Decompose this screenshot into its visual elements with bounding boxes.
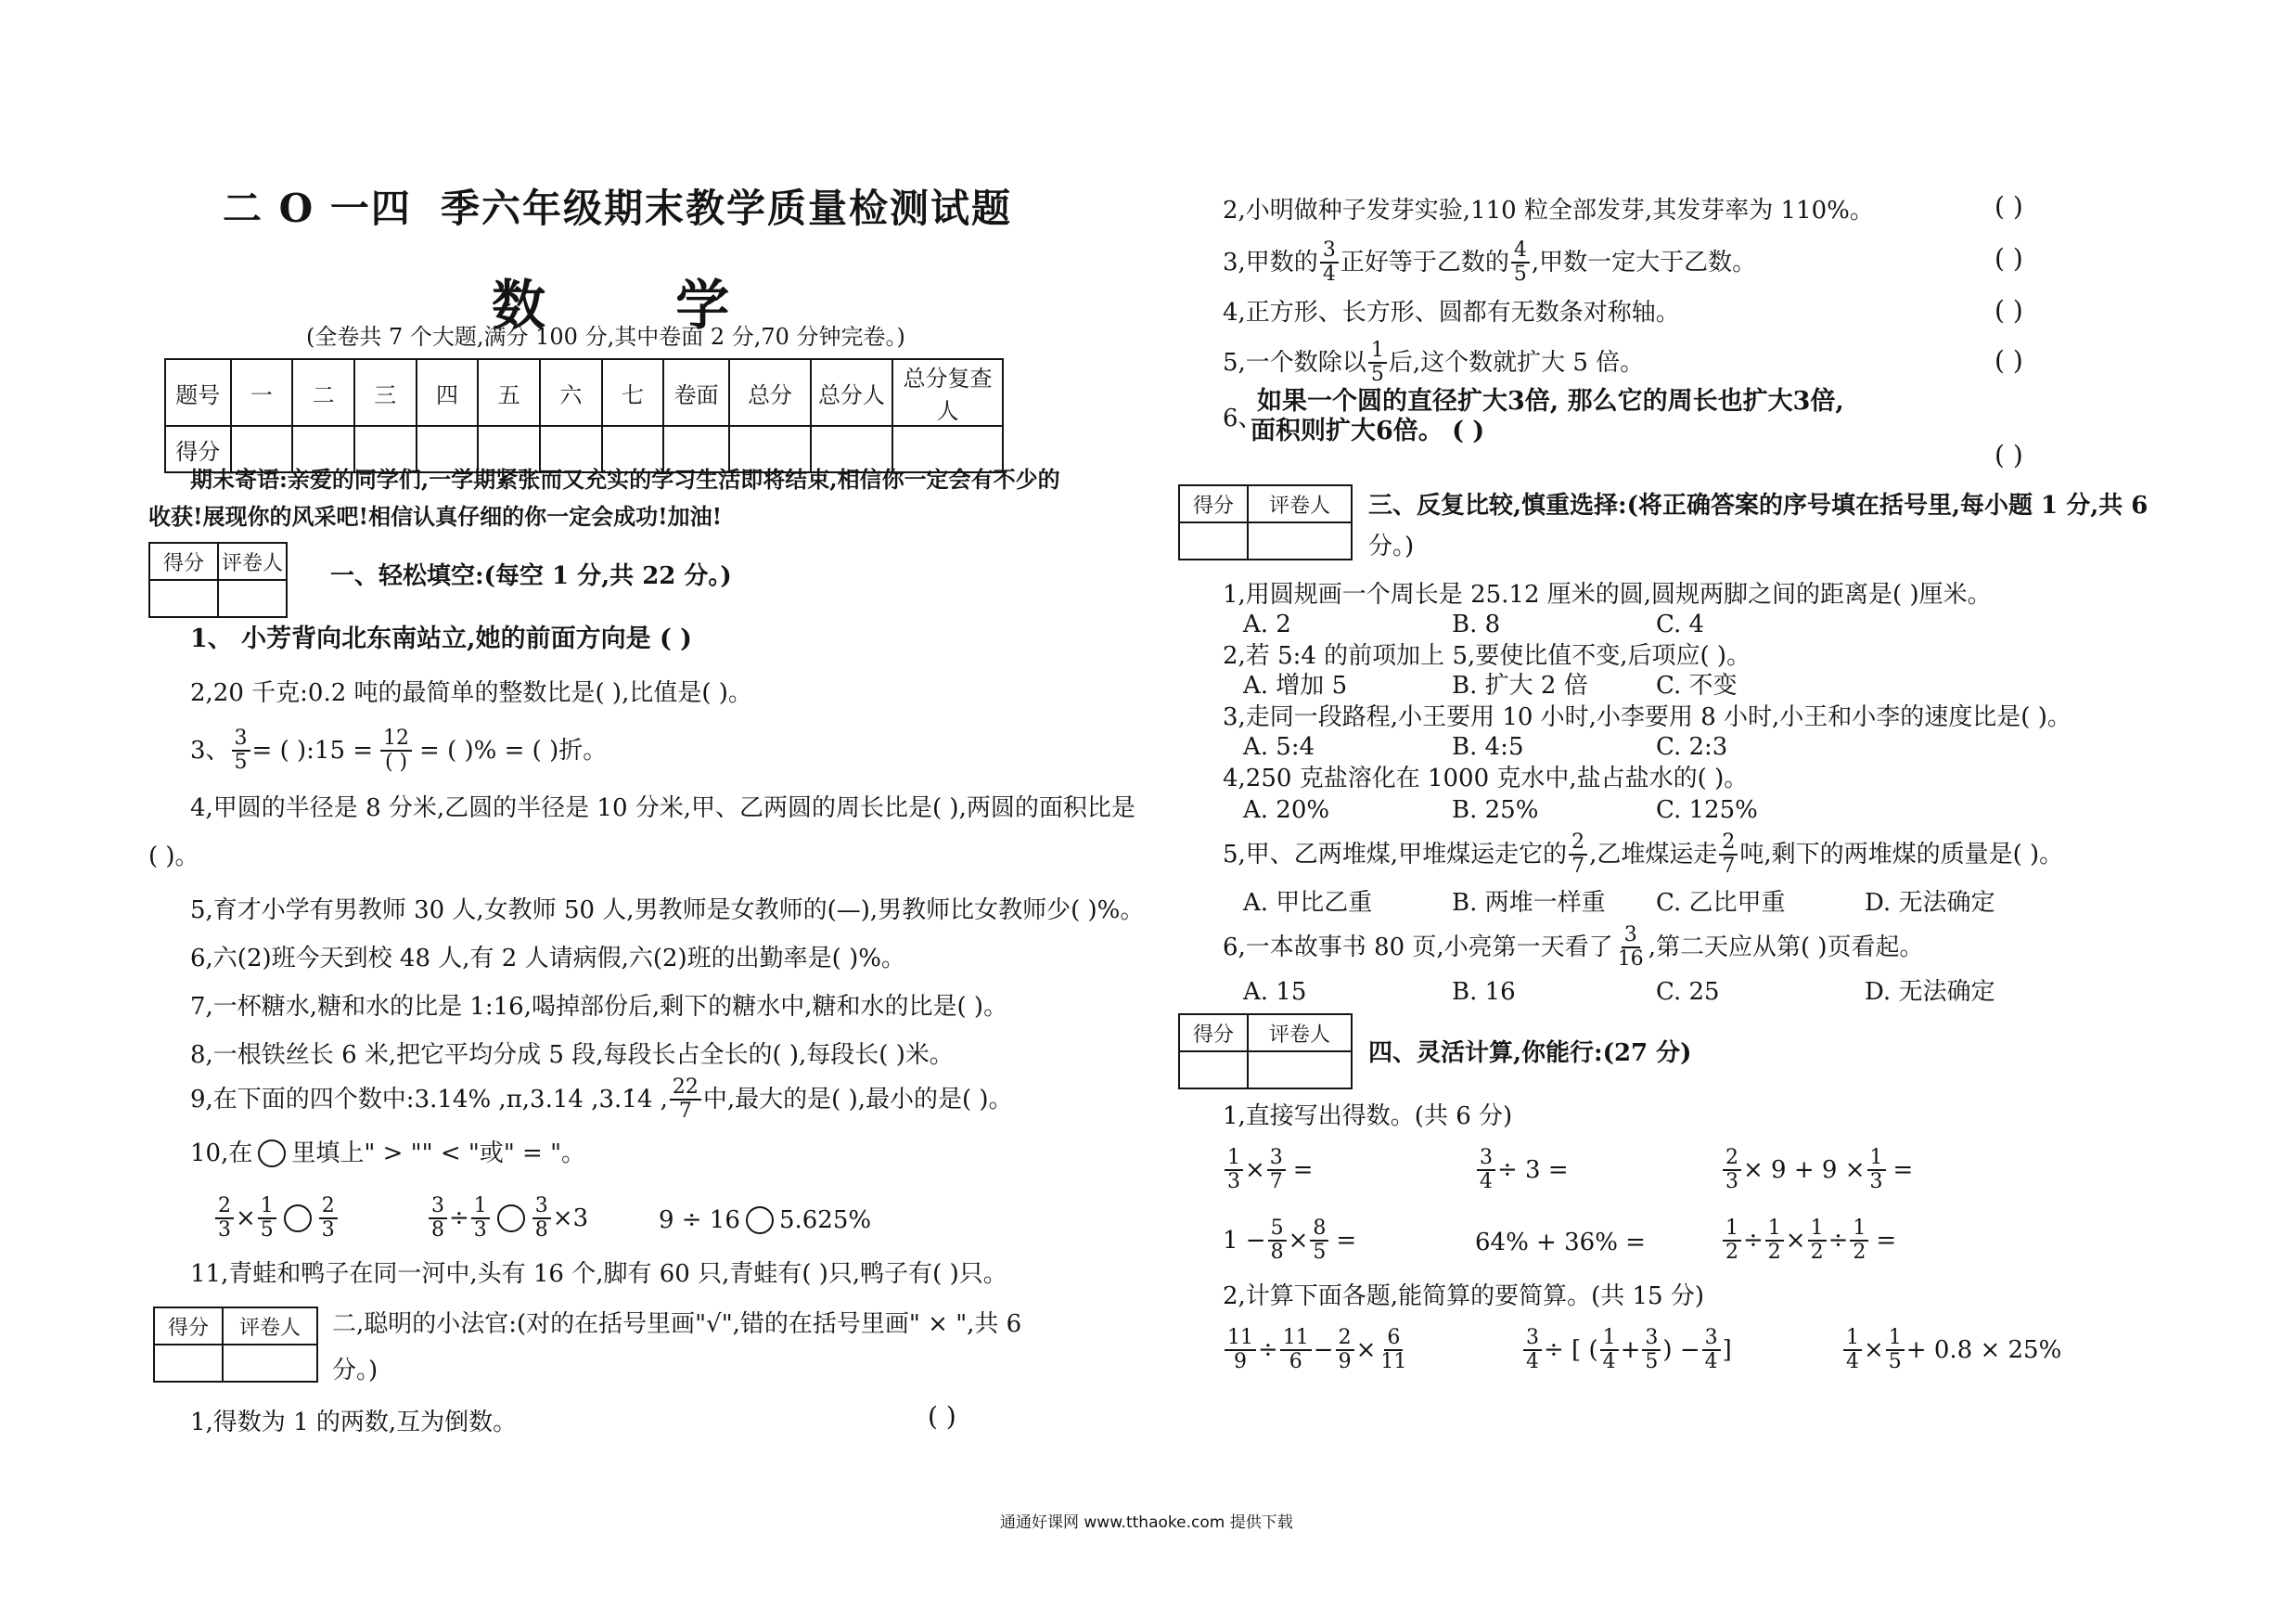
fraction [1867,1147,1886,1193]
tail: ] [1722,1336,1732,1364]
grader-name-cell[interactable] [1248,522,1352,560]
score-table [164,358,1004,473]
fraction-numerator: 1 [1867,1147,1886,1171]
section1-q11: 11,青蛙和鸭子在同一河中,头有 16 个,脚有 60 只,青蛙有( )只,鸭子有( )只。 [190,1260,1007,1288]
fraction-numerator: 3 [1320,239,1339,264]
section1-q6: 6,六(2)班今天到校 48 人,有 2 人请病假,六(2)班的出勤率是( )%。 [190,945,905,972]
fraction [1642,1327,1661,1373]
fraction [1280,1327,1312,1373]
fraction-numerator: 2 [215,1195,234,1219]
section3-q5 [1223,831,2063,878]
grader-box-section3 [1178,484,1353,560]
fraction-numerator: 6 [1384,1327,1403,1351]
option[interactable]: A. 5:4 [1243,733,1315,761]
section4-sub2: 2,计算下面各题,能简算的要简算。(共 15 分) [1223,1282,1704,1310]
section3-q3: 3,走同一段路程,小王要用 10 小时,小李要用 8 小时,小王和小李的速度比是( )。 [1223,703,2072,731]
section1-q4-line2: ( )。 [148,843,199,870]
fraction [1569,831,1587,878]
fraction-numerator: 1 [1765,1217,1784,1242]
score-header-cell: 总分复查人 [892,359,1003,426]
fraction-denominator: 3 [1869,1170,1883,1193]
fraction-denominator: 2 [1767,1241,1781,1264]
option[interactable]: C. 4 [1656,611,1705,638]
section1-q4-line1: 4,甲圆的半径是 8 分米,乙圆的半径是 10 分米,甲、乙两圆的周长比是( ),两圆的面积比是 [190,794,1135,822]
section2-q6-line2: 面积则扩大6倍。 ( ) [1251,417,1485,445]
grader-score-label: 得分 [154,1307,223,1345]
fraction-numerator: 1 [1600,1327,1619,1351]
fraction-denominator: 4 [1602,1350,1616,1373]
fraction [215,1195,234,1242]
fraction-numerator: 12 [380,727,412,752]
right-expression: 5.625% [778,1206,872,1234]
fraction-numerator: 3 [1477,1147,1495,1171]
fraction [1310,1217,1328,1264]
section3-q4: 4,250 克盐溶化在 1000 克水中,盐占盐水的( )。 [1223,765,1749,792]
grader-name-label: 评卷人 [1248,485,1352,522]
fraction [258,1195,276,1242]
section2-q6-line1: 如果一个圆的直径扩大3倍, 那么它的周长也扩大3倍, [1257,387,1844,416]
grader-name-label: 评卷人 [223,1307,317,1345]
operator: × [1245,1156,1265,1184]
grader-box-section4 [1178,1013,1353,1089]
grader-score-cell[interactable] [154,1345,223,1382]
fraction-numerator: 8 [1310,1217,1328,1242]
calc-r2c [1721,1217,1896,1264]
operator: ÷ [1828,1227,1849,1255]
section2-q4: 4,正方形、长方形、圆都有无数条对称轴。 [1223,299,1680,327]
q6-prefix: 6,一本故事书 80 页,小亮第一天看了 [1223,933,1613,961]
grader-box-section2 [153,1307,318,1383]
score-header-cell: 三 [354,359,417,426]
equals: = [1292,1156,1314,1184]
tail: + 0.8 × 25% [1905,1336,2062,1364]
operator: − [1313,1336,1334,1364]
fraction [319,1195,338,1242]
section2-q3 [1223,239,1756,286]
middle: ) − [1662,1336,1700,1364]
fraction-numerator: 1 [1723,1217,1741,1242]
option[interactable]: B. 25% [1452,796,1539,824]
grader-score-cell[interactable] [149,580,218,617]
operator: × [1864,1336,1884,1364]
fraction-numerator: 1 [1850,1217,1868,1242]
fraction [1523,1327,1542,1373]
q5-prefix: 5,甲、乙两堆煤,甲堆煤运走它的 [1223,841,1568,869]
grader-score-cell[interactable] [1179,1051,1248,1088]
option[interactable]: B. 16 [1452,978,1516,1006]
fraction-numerator: 1 [1843,1327,1862,1351]
fraction-numerator: 2 [1719,831,1738,856]
fraction [1765,1217,1784,1264]
score-header-cell: 题号 [165,359,231,426]
grader-box-section1 [148,542,288,618]
fraction-numerator: 2 [1336,1327,1354,1351]
fraction-numerator: 3 [429,1195,447,1219]
q3-prefix: 3、 [190,737,230,765]
section3-q6 [1223,924,1924,971]
score-header-cell: 卷面 [663,359,729,426]
section2-q5 [1223,340,1644,386]
fraction-numerator: 5 [1268,1217,1287,1242]
fraction [1225,1147,1243,1193]
grader-score-label: 得分 [149,543,218,580]
answer-paren[interactable]: ( ) [1995,243,2023,274]
option[interactable]: C. 2:3 [1656,733,1728,761]
section1-q2: 2,20 千克:0.2 吨的最简单的整数比是( ),比值是( )。 [190,679,752,707]
fraction-denominator: 7 [1269,1170,1283,1193]
q9-prefix: 9,在下面的四个数中:3.14% ,π,3.14̇ ,3.1̇4̇ , [190,1086,668,1114]
fraction-denominator: 2 [1725,1241,1738,1264]
fraction [1719,831,1738,878]
fraction-denominator: 5 [1313,1241,1327,1264]
fraction-denominator: 3 [218,1218,231,1242]
lead: 1 − [1223,1227,1266,1255]
calc-c3 [1841,1327,2061,1373]
calc-r1c [1721,1147,1913,1193]
score-header-cell: 总分 [729,359,811,426]
fraction-numerator: 11 [1280,1327,1312,1351]
section3-q1: 1,用圆规画一个周长是 25.12 厘米的圆,圆规两脚之间的距离是( )厘米。 [1223,581,1992,609]
closing-message-line1: 期末寄语:亲爱的同学们,一学期紧张而又充实的学习生活即将结束,相信你一定会有不少的 [190,466,1060,493]
q9-suffix: 中,最大的是( ),最小的是( )。 [702,1086,1013,1114]
fraction-denominator: 5 [260,1218,274,1242]
fraction-numerator: 1 [1886,1327,1905,1351]
section4-title: 四、灵活计算,你能行:(27 分) [1368,1039,1692,1067]
section2-q2: 2,小明做种子发芽实验,110 粒全部发芽,其发芽率为 110%。 [1223,197,1874,225]
section3-title-line2: 分。) [1368,533,1415,560]
fraction [1702,1327,1721,1373]
compare-circle-icon[interactable] [497,1204,525,1232]
option[interactable]: B. 8 [1452,611,1501,638]
fraction-denominator: 5 [1645,1350,1659,1373]
score-header-cell: 一 [231,359,293,426]
fraction-denominator: 4 [1846,1350,1859,1373]
option[interactable]: D. 无法确定 [1865,978,1995,1006]
section1-q5: 5,育才小学有男教师 30 人,女教师 50 人,男教师是女教师的(—),男教师比女教师少( )%。 [190,896,1145,924]
score-header-cell: 总分人 [811,359,892,426]
fraction [1600,1327,1619,1373]
operator: × [236,1204,256,1232]
fraction-denominator: 5 [1370,363,1384,386]
grader-score-label: 得分 [1179,485,1248,522]
fraction-denominator: 8 [1270,1241,1284,1264]
score-table-header-row [165,359,1003,426]
fraction [1368,340,1387,386]
fraction [1225,1327,1256,1373]
answer-paren[interactable]: ( ) [1995,295,2023,326]
exam-note: (全卷共 7 个大题,满分 100 分,其中卷面 2 分,70 分钟完卷。) [306,324,905,350]
section1-q10 [190,1138,585,1169]
calc-r2a [1223,1217,1356,1264]
compare-circle-icon[interactable] [284,1204,312,1232]
grader-name-cell[interactable] [1248,1051,1352,1088]
score-header-cell: 二 [292,359,354,426]
option[interactable]: C. 125% [1656,796,1758,824]
q10-item-b [427,1195,588,1242]
fraction [1336,1327,1354,1373]
equals: = [1336,1227,1357,1255]
calc-r2b: 64% + 36% = [1475,1229,1646,1256]
fraction-numerator: 4 [1511,239,1530,264]
fraction-denominator: 3 [1725,1170,1738,1193]
answer-paren[interactable]: ( ) [928,1401,956,1432]
section1-q1: 1、 小芳背向北东南站立,她的前面方向是 ( ) [190,624,692,653]
option[interactable]: A. 20% [1243,796,1330,824]
operator: × [1288,1227,1309,1255]
fraction [1267,1147,1286,1193]
option[interactable]: A. 甲比乙重 [1243,889,1373,917]
fraction [1268,1217,1287,1264]
grader-name-cell[interactable] [218,580,287,617]
option[interactable]: B. 两堆一样重 [1452,889,1606,917]
q10-suffix: 里填上" > "" < "或" = "。 [291,1139,586,1167]
fraction-numerator: 3 [1622,924,1640,948]
operator: × [1355,1336,1377,1364]
exam-title-year: 二 O 一四 [223,186,412,231]
closing-message-line2: 收获!展现你的风采吧!相信认真仔细的你一定会成功!加油! [148,503,723,530]
option[interactable]: A. 增加 5 [1243,672,1348,700]
q5-prefix: 5,一个数除以 [1223,349,1366,377]
compare-circle-icon [258,1139,286,1167]
compare-circle-icon[interactable] [746,1206,774,1234]
q6-suffix: ,第二天应从第( )页看起。 [1648,933,1924,961]
score-header-cell: 五 [478,359,540,426]
fraction [1477,1147,1495,1193]
fraction-denominator: 5 [1888,1350,1902,1373]
fraction-numerator: 1 [1368,340,1387,364]
grader-score-cell[interactable] [1179,522,1248,560]
score-header-cell: 七 [602,359,664,426]
calc-r1b [1475,1147,1569,1193]
subject-title: 数 学 [492,274,786,337]
fraction-denominator: 3 [321,1218,335,1242]
fraction-denominator: 11 [1380,1350,1407,1373]
fraction [1843,1327,1862,1373]
middle: ÷ [ ( [1544,1336,1598,1364]
fraction-denominator: 4 [1322,263,1336,286]
option[interactable]: A. 15 [1243,978,1307,1006]
tail: ÷ 3 = [1497,1156,1569,1184]
answer-paren[interactable]: ( ) [1995,191,2023,222]
fraction-denominator: 5 [1513,263,1527,286]
calc-c2 [1521,1327,1732,1373]
grader-score-label: 得分 [1179,1014,1248,1051]
fraction-numerator: 2 [319,1195,338,1219]
fraction-numerator: 2 [1569,831,1587,856]
fraction-numerator: 3 [532,1195,551,1219]
q3-fraction-1 [232,727,250,774]
fraction-numerator: 1 [258,1195,276,1219]
option[interactable]: B. 4:5 [1452,733,1524,761]
fraction [1378,1327,1409,1373]
equals: = [1876,1227,1897,1255]
section2-q1: 1,得数为 1 的两数,互为倒数。 [190,1409,518,1436]
section3-title-line1: 三、反复比较,慎重选择:(将正确答案的序号填在括号里,每小题 1 分,共 6 [1368,492,2148,520]
fraction-denominator: 7 [1571,855,1585,878]
fraction-denominator: 3 [1227,1170,1240,1193]
fraction [429,1195,447,1242]
fraction [1886,1327,1905,1373]
score-header-cell: 四 [417,359,479,426]
fraction [471,1195,490,1242]
fraction [1850,1217,1868,1264]
fraction-denominator: 6 [1289,1350,1302,1373]
middle: × 9 + 9 × [1743,1156,1866,1184]
operator: ÷ [449,1204,469,1232]
q3-middle: 正好等于乙数的 [1340,249,1509,277]
section1-q9 [190,1067,1013,1132]
option[interactable]: A. 2 [1243,611,1291,638]
operator: + [1620,1336,1641,1364]
score-header-cell: 六 [540,359,602,426]
q10-item-c [659,1204,871,1236]
section1-q7: 7,一杯糖水,糖和水的比是 1:16,喝掉部份后,剩下的糖水中,糖和水的比是( )。 [190,993,1008,1021]
q5-middle: ,乙堆煤运走 [1589,841,1718,869]
fraction-numerator: 3 [1642,1327,1661,1351]
score-row-label: 得分 [165,426,231,472]
equals: = [1892,1156,1914,1184]
left-expression: 9 ÷ 16 [659,1206,740,1234]
operator: × [1785,1227,1806,1255]
fraction-denominator: 9 [1234,1350,1247,1373]
q10-item-a [213,1195,340,1242]
exam-title: 季六年级期末教学质量检测试题 [441,186,1013,231]
answer-paren[interactable]: ( ) [1995,345,2023,376]
fraction-numerator: 22 [670,1076,701,1101]
section2-title-line1: 二,聪明的小法官:(对的在括号里画"√",错的在括号里画" × ",共 6 [332,1310,1022,1338]
calc-c1 [1223,1327,1411,1373]
option[interactable]: B. 扩大 2 倍 [1452,672,1588,700]
fraction-denominator: 4 [1480,1170,1493,1193]
fraction [1511,239,1530,286]
fraction-numerator: 11 [1225,1327,1256,1351]
answer-paren[interactable]: ( ) [1995,440,2023,470]
q5-suffix: 后,这个数就扩大 5 倍。 [1388,349,1645,377]
q3-prefix: 3,甲数的 [1223,249,1318,277]
fraction-numerator: 3 [1267,1147,1286,1171]
fraction-denominator: 7 [678,1100,692,1123]
section1-q3 [190,727,607,774]
fraction-denominator: 2 [1810,1241,1824,1264]
fraction-denominator: 16 [1617,947,1644,971]
operator: ÷ [1258,1336,1278,1364]
fraction [1320,239,1339,286]
fraction-denominator: 4 [1704,1350,1718,1373]
fraction [1723,1147,1741,1193]
grader-name-label: 评卷人 [218,543,287,580]
section1-q8: 8,一根铁丝长 6 米,把它平均分成 5 段,每段长占全长的( ),每段长( )米。 [190,1041,954,1069]
fraction-numerator: 1 [471,1195,490,1219]
fraction-numerator: 1 [1225,1147,1243,1171]
fraction [1615,924,1647,971]
fraction-numerator: 3 [232,727,250,752]
section2-q6-number: 6、 [1223,405,1263,432]
section4-sub1: 1,直接写出得数。(共 6 分) [1223,1102,1513,1130]
q5-suffix: 吨,剩下的两堆煤的质量是( )。 [1739,841,2064,869]
fraction [532,1195,551,1242]
grader-name-cell[interactable] [223,1345,317,1382]
fraction-numerator: 3 [1702,1327,1721,1351]
q10-prefix: 10,在 [190,1139,253,1167]
fraction-denominator: 5 [234,751,248,774]
fraction-denominator: 9 [1338,1350,1352,1373]
footer-credit: 通通好课网 www.tthaoke.com 提供下载 [1000,1513,1293,1532]
fraction-numerator: 3 [1523,1327,1542,1351]
fraction-denominator: 8 [534,1218,548,1242]
q3-middle: = ( ):15 = [251,737,374,765]
section1-title: 一、轻松填空:(每空 1 分,共 22 分。) [330,562,732,590]
q3-fraction-2 [380,727,412,774]
operator: ÷ [1743,1227,1764,1255]
q9-fraction [670,1076,701,1123]
calc-r1a [1223,1147,1314,1193]
fraction-denominator: 7 [1722,855,1736,878]
q3-suffix: = ( )% = ( )折。 [419,737,608,765]
tail: ×3 [552,1204,589,1232]
fraction [1808,1217,1827,1264]
option[interactable]: C. 乙比甲重 [1656,889,1786,917]
section3-q2: 2,若 5:4 的前项加上 5,要使比值不变,后项应( )。 [1223,642,1751,670]
fraction-denominator: 8 [431,1218,444,1242]
fraction-denominator: ( ) [384,751,408,774]
option[interactable]: C. 不变 [1656,672,1738,700]
fraction-denominator: 2 [1853,1241,1866,1264]
option[interactable]: D. 无法确定 [1865,889,1995,917]
option[interactable]: C. 25 [1656,978,1720,1006]
q3-suffix: ,甲数一定大于乙数。 [1531,249,1757,277]
fraction-denominator: 4 [1526,1350,1539,1373]
fraction-numerator: 1 [1808,1217,1827,1242]
fraction [1723,1217,1741,1264]
section2-title-line2: 分。) [332,1357,378,1384]
fraction-numerator: 2 [1723,1147,1741,1171]
fraction-denominator: 3 [473,1218,487,1242]
grader-name-label: 评卷人 [1248,1014,1352,1051]
